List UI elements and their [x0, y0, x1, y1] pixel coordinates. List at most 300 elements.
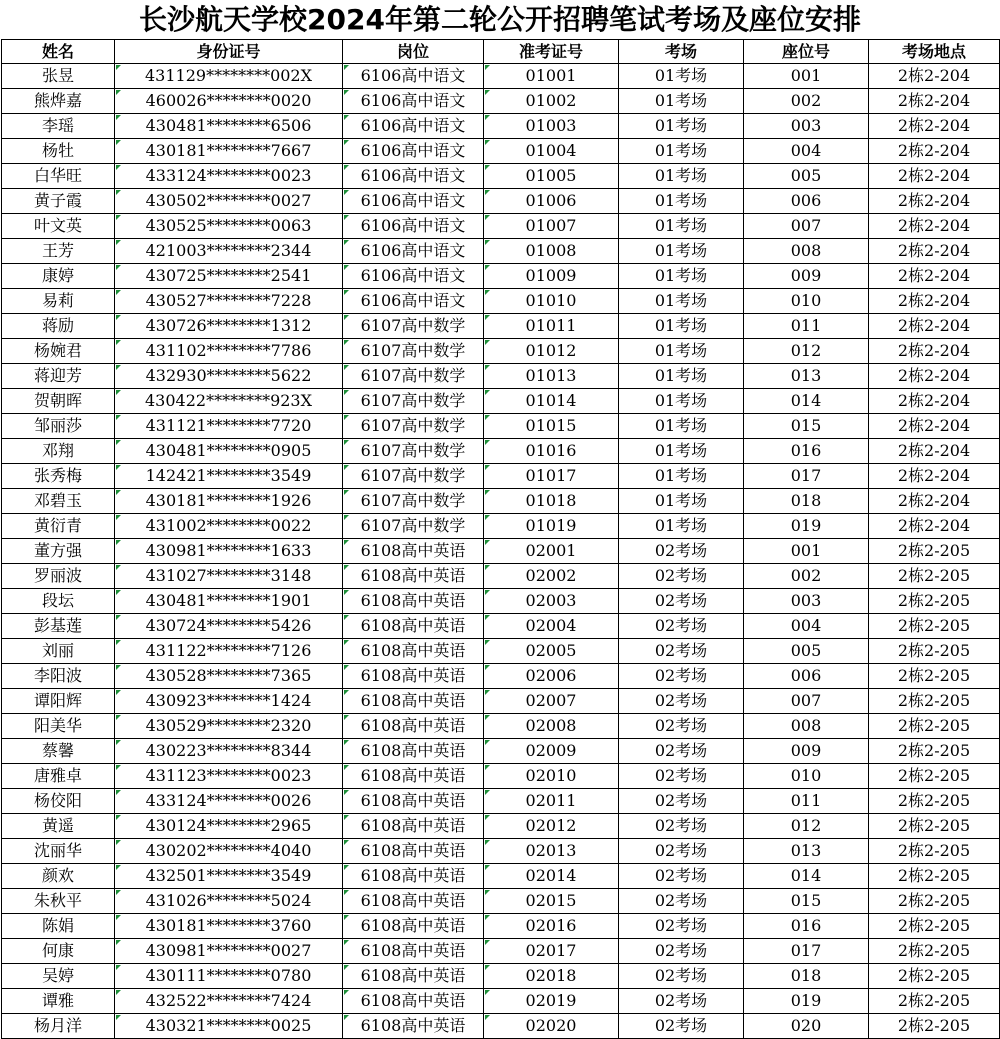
- cell-position[interactable]: 6107高中数学: [343, 389, 484, 414]
- cell-location[interactable]: 2栋2-205: [869, 939, 1000, 964]
- cell-location[interactable]: 2栋2-205: [869, 964, 1000, 989]
- cell-ticket-number[interactable]: 01005: [484, 164, 619, 189]
- cell-location[interactable]: 2栋2-204: [869, 339, 1000, 364]
- cell-position[interactable]: 6107高中数学: [343, 339, 484, 364]
- cell-seat-number[interactable]: 011: [744, 314, 869, 339]
- cell-id-number[interactable]: 430181********3760: [115, 914, 343, 939]
- cell-position[interactable]: 6107高中数学: [343, 514, 484, 539]
- cell-position[interactable]: 6108高中英语: [343, 664, 484, 689]
- cell-name[interactable]: 沈丽华: [2, 839, 115, 864]
- cell-exam-room[interactable]: 01考场: [619, 464, 744, 489]
- cell-location[interactable]: 2栋2-205: [869, 639, 1000, 664]
- cell-id-number[interactable]: 430725********2541: [115, 264, 343, 289]
- cell-seat-number[interactable]: 004: [744, 614, 869, 639]
- cell-seat-number[interactable]: 006: [744, 189, 869, 214]
- cell-position[interactable]: 6108高中英语: [343, 914, 484, 939]
- table-row: [2, 814, 1000, 839]
- cell-name[interactable]: 张秀梅: [2, 464, 115, 489]
- cell-id-number[interactable]: 430181********7667: [115, 139, 343, 164]
- cell-exam-room[interactable]: 01考场: [619, 164, 744, 189]
- cell-seat-number[interactable]: 002: [744, 564, 869, 589]
- cell-exam-room[interactable]: 02考场: [619, 789, 744, 814]
- cell-ticket-number[interactable]: 02016: [484, 914, 619, 939]
- cell-location[interactable]: 2栋2-205: [869, 914, 1000, 939]
- cell-ticket-number[interactable]: 01013: [484, 364, 619, 389]
- cell-location[interactable]: 2栋2-205: [869, 789, 1000, 814]
- column-header-id-number[interactable]: 身份证号: [115, 40, 343, 64]
- cell-ticket-number[interactable]: 01019: [484, 514, 619, 539]
- cell-location[interactable]: 2栋2-205: [869, 539, 1000, 564]
- cell-exam-room[interactable]: 02考场: [619, 1014, 744, 1039]
- cell-location[interactable]: 2栋2-205: [869, 889, 1000, 914]
- cell-ticket-number[interactable]: 02005: [484, 639, 619, 664]
- cell-exam-room[interactable]: 02考场: [619, 939, 744, 964]
- cell-location[interactable]: 2栋2-205: [869, 1014, 1000, 1039]
- cell-seat-number[interactable]: 014: [744, 864, 869, 889]
- cell-name[interactable]: 白华旺: [2, 164, 115, 189]
- cell-seat-number[interactable]: 016: [744, 439, 869, 464]
- cell-id-number[interactable]: 430724********5426: [115, 614, 343, 639]
- cell-exam-room[interactable]: 02考场: [619, 589, 744, 614]
- cell-ticket-number[interactable]: 01015: [484, 414, 619, 439]
- cell-seat-number[interactable]: 004: [744, 139, 869, 164]
- cell-name[interactable]: 刘丽: [2, 639, 115, 664]
- page-title: 长沙航天学校2024年第二轮公开招聘笔试考场及座位安排: [139, 3, 861, 36]
- cell-position[interactable]: 6106高中语文: [343, 139, 484, 164]
- cell-position[interactable]: 6108高中英语: [343, 764, 484, 789]
- column-header-position[interactable]: 岗位: [343, 40, 484, 64]
- cell-seat-number[interactable]: 013: [744, 364, 869, 389]
- cell-seat-number[interactable]: 007: [744, 214, 869, 239]
- cell-id-number[interactable]: 430981********0027: [115, 939, 343, 964]
- cell-seat-number[interactable]: 017: [744, 464, 869, 489]
- cell-id-number[interactable]: 430181********1926: [115, 489, 343, 514]
- cell-exam-room[interactable]: 01考场: [619, 489, 744, 514]
- cell-position[interactable]: 6108高中英语: [343, 789, 484, 814]
- cell-position[interactable]: 6108高中英语: [343, 539, 484, 564]
- cell-id-number[interactable]: 421003********2344: [115, 239, 343, 264]
- cell-id-number[interactable]: 431027********3148: [115, 564, 343, 589]
- cell-position[interactable]: 6108高中英语: [343, 864, 484, 889]
- cell-name[interactable]: 阳美华: [2, 714, 115, 739]
- cell-name[interactable]: 黄衍青: [2, 514, 115, 539]
- cell-location[interactable]: 2栋2-204: [869, 514, 1000, 539]
- cell-position[interactable]: 6107高中数学: [343, 364, 484, 389]
- cell-location[interactable]: 2栋2-204: [869, 364, 1000, 389]
- cell-id-number[interactable]: 430923********1424: [115, 689, 343, 714]
- cell-exam-room[interactable]: 02考场: [619, 639, 744, 664]
- cell-name[interactable]: 何康: [2, 939, 115, 964]
- cell-exam-room[interactable]: 01考场: [619, 214, 744, 239]
- cell-position[interactable]: 6107高中数学: [343, 489, 484, 514]
- cell-id-number[interactable]: 432522********7424: [115, 989, 343, 1014]
- cell-name[interactable]: 易莉: [2, 289, 115, 314]
- cell-exam-room[interactable]: 01考场: [619, 189, 744, 214]
- cell-ticket-number[interactable]: 02015: [484, 889, 619, 914]
- cell-exam-room[interactable]: 01考场: [619, 339, 744, 364]
- cell-name[interactable]: 黄子霞: [2, 189, 115, 214]
- cell-location[interactable]: 2栋2-205: [869, 814, 1000, 839]
- cell-location[interactable]: 2栋2-204: [869, 189, 1000, 214]
- cell-location[interactable]: 2栋2-204: [869, 464, 1000, 489]
- cell-name[interactable]: 张昱: [2, 64, 115, 89]
- cell-ticket-number[interactable]: 01014: [484, 389, 619, 414]
- cell-name[interactable]: 熊烨嘉: [2, 89, 115, 114]
- cell-position[interactable]: 6106高中语文: [343, 239, 484, 264]
- cell-id-number[interactable]: 430321********0025: [115, 1014, 343, 1039]
- cell-name[interactable]: 黄遥: [2, 814, 115, 839]
- cell-location[interactable]: 2栋2-205: [869, 564, 1000, 589]
- cell-exam-room[interactable]: 02考场: [619, 914, 744, 939]
- cell-seat-number[interactable]: 015: [744, 889, 869, 914]
- cell-name[interactable]: 罗丽波: [2, 564, 115, 589]
- cell-exam-room[interactable]: 02考场: [619, 739, 744, 764]
- cell-position[interactable]: 6106高中语文: [343, 114, 484, 139]
- cell-seat-number[interactable]: 005: [744, 164, 869, 189]
- cell-seat-number[interactable]: 014: [744, 389, 869, 414]
- cell-exam-room[interactable]: 02考场: [619, 889, 744, 914]
- cell-ticket-number[interactable]: 01001: [484, 64, 619, 89]
- cell-ticket-number[interactable]: 02018: [484, 964, 619, 989]
- cell-id-number[interactable]: 430481********1901: [115, 589, 343, 614]
- cell-exam-room[interactable]: 02考场: [619, 764, 744, 789]
- cell-seat-number[interactable]: 010: [744, 289, 869, 314]
- cell-seat-number[interactable]: 006: [744, 664, 869, 689]
- table-row: [2, 489, 1000, 514]
- cell-seat-number[interactable]: 018: [744, 964, 869, 989]
- cell-ticket-number[interactable]: 01018: [484, 489, 619, 514]
- cell-name[interactable]: 邓翔: [2, 439, 115, 464]
- cell-ticket-number[interactable]: 02013: [484, 839, 619, 864]
- cell-seat-number[interactable]: 002: [744, 89, 869, 114]
- cell-id-number[interactable]: 430223********8344: [115, 739, 343, 764]
- cell-name[interactable]: 蒋励: [2, 314, 115, 339]
- column-header-location[interactable]: 考场地点: [869, 40, 1000, 64]
- cell-id-number[interactable]: 433124********0023: [115, 164, 343, 189]
- cell-position[interactable]: 6106高中语文: [343, 89, 484, 114]
- cell-id-number[interactable]: 432501********3549: [115, 864, 343, 889]
- cell-id-number[interactable]: 430202********4040: [115, 839, 343, 864]
- cell-seat-number[interactable]: 003: [744, 114, 869, 139]
- cell-exam-room[interactable]: 02考场: [619, 664, 744, 689]
- cell-name[interactable]: 王芳: [2, 239, 115, 264]
- cell-name[interactable]: 康婷: [2, 264, 115, 289]
- cell-location[interactable]: 2栋2-205: [869, 689, 1000, 714]
- cell-location[interactable]: 2栋2-205: [869, 664, 1000, 689]
- cell-location[interactable]: 2栋2-205: [869, 839, 1000, 864]
- cell-name[interactable]: 蒋迎芳: [2, 364, 115, 389]
- cell-exam-room[interactable]: 01考场: [619, 114, 744, 139]
- cell-ticket-number[interactable]: 02001: [484, 539, 619, 564]
- cell-id-number[interactable]: 142421********3549: [115, 464, 343, 489]
- cell-id-number[interactable]: 433124********0026: [115, 789, 343, 814]
- cell-position[interactable]: 6108高中英语: [343, 839, 484, 864]
- cell-position[interactable]: 6107高中数学: [343, 464, 484, 489]
- cell-exam-room[interactable]: 02考场: [619, 839, 744, 864]
- cell-ticket-number[interactable]: 02002: [484, 564, 619, 589]
- cell-exam-room[interactable]: 02考场: [619, 864, 744, 889]
- cell-seat-number[interactable]: 012: [744, 814, 869, 839]
- cell-id-number[interactable]: 430726********1312: [115, 314, 343, 339]
- cell-seat-number[interactable]: 001: [744, 539, 869, 564]
- cell-name[interactable]: 朱秋平: [2, 889, 115, 914]
- cell-id-number[interactable]: 431122********7126: [115, 639, 343, 664]
- cell-exam-room[interactable]: 01考场: [619, 139, 744, 164]
- cell-location[interactable]: 2栋2-204: [869, 389, 1000, 414]
- cell-name[interactable]: 杨月洋: [2, 1014, 115, 1039]
- cell-name[interactable]: 彭基莲: [2, 614, 115, 639]
- cell-position[interactable]: 6107高中数学: [343, 414, 484, 439]
- cell-position[interactable]: 6108高中英语: [343, 814, 484, 839]
- cell-seat-number[interactable]: 007: [744, 689, 869, 714]
- column-header-seat-number[interactable]: 座位号: [744, 40, 869, 64]
- cell-name[interactable]: 杨婉君: [2, 339, 115, 364]
- cell-exam-room[interactable]: 01考场: [619, 389, 744, 414]
- cell-id-number[interactable]: 431123********0023: [115, 764, 343, 789]
- cell-position[interactable]: 6108高中英语: [343, 639, 484, 664]
- table-row: [2, 89, 1000, 114]
- cell-exam-room[interactable]: 01考场: [619, 64, 744, 89]
- cell-position[interactable]: 6106高中语文: [343, 64, 484, 89]
- cell-name[interactable]: 颜欢: [2, 864, 115, 889]
- cell-ticket-number[interactable]: 01003: [484, 114, 619, 139]
- cell-id-number[interactable]: 430981********1633: [115, 539, 343, 564]
- cell-seat-number[interactable]: 013: [744, 839, 869, 864]
- cell-seat-number[interactable]: 017: [744, 939, 869, 964]
- cell-location[interactable]: 2栋2-204: [869, 314, 1000, 339]
- cell-exam-room[interactable]: 02考场: [619, 989, 744, 1014]
- cell-seat-number[interactable]: 009: [744, 739, 869, 764]
- cell-seat-number[interactable]: 001: [744, 64, 869, 89]
- cell-location[interactable]: 2栋2-204: [869, 139, 1000, 164]
- cell-seat-number[interactable]: 019: [744, 514, 869, 539]
- table-row: [2, 639, 1000, 664]
- cell-location[interactable]: 2栋2-204: [869, 114, 1000, 139]
- table-row: [2, 439, 1000, 464]
- cell-position[interactable]: 6108高中英语: [343, 689, 484, 714]
- cell-name[interactable]: 段坛: [2, 589, 115, 614]
- cell-id-number[interactable]: 430502********0027: [115, 189, 343, 214]
- cell-location[interactable]: 2栋2-205: [869, 714, 1000, 739]
- table-row: [2, 664, 1000, 689]
- cell-exam-room[interactable]: 02考场: [619, 964, 744, 989]
- cell-seat-number[interactable]: 008: [744, 239, 869, 264]
- cell-location[interactable]: 2栋2-204: [869, 64, 1000, 89]
- cell-seat-number[interactable]: 012: [744, 339, 869, 364]
- cell-position[interactable]: 6108高中英语: [343, 739, 484, 764]
- cell-seat-number[interactable]: 005: [744, 639, 869, 664]
- table-row: [2, 914, 1000, 939]
- cell-id-number[interactable]: 431002********0022: [115, 514, 343, 539]
- cell-ticket-number[interactable]: 02011: [484, 789, 619, 814]
- cell-id-number[interactable]: 430422********923X: [115, 389, 343, 414]
- cell-name[interactable]: 杨牡: [2, 139, 115, 164]
- cell-exam-room[interactable]: 01考场: [619, 514, 744, 539]
- cell-exam-room[interactable]: 01考场: [619, 264, 744, 289]
- cell-id-number[interactable]: 430529********2320: [115, 714, 343, 739]
- cell-ticket-number[interactable]: 01009: [484, 264, 619, 289]
- cell-id-number[interactable]: 430528********7365: [115, 664, 343, 689]
- cell-ticket-number[interactable]: 01002: [484, 89, 619, 114]
- cell-position[interactable]: 6107高中数学: [343, 314, 484, 339]
- cell-ticket-number[interactable]: 01017: [484, 464, 619, 489]
- table-row: [2, 714, 1000, 739]
- cell-exam-room[interactable]: 02考场: [619, 564, 744, 589]
- cell-exam-room[interactable]: 02考场: [619, 814, 744, 839]
- cell-id-number[interactable]: 430124********2965: [115, 814, 343, 839]
- cell-position[interactable]: 6106高中语文: [343, 189, 484, 214]
- cell-exam-room[interactable]: 02考场: [619, 614, 744, 639]
- cell-name[interactable]: 陈娟: [2, 914, 115, 939]
- cell-ticket-number[interactable]: 02004: [484, 614, 619, 639]
- cell-exam-room[interactable]: 01考场: [619, 414, 744, 439]
- cell-id-number[interactable]: 430527********7228: [115, 289, 343, 314]
- table-row: [2, 889, 1000, 914]
- cell-seat-number[interactable]: 003: [744, 589, 869, 614]
- table-row: [2, 264, 1000, 289]
- cell-ticket-number[interactable]: 02010: [484, 764, 619, 789]
- cell-seat-number[interactable]: 015: [744, 414, 869, 439]
- cell-id-number[interactable]: 430481********6506: [115, 114, 343, 139]
- cell-ticket-number[interactable]: 01004: [484, 139, 619, 164]
- cell-exam-room[interactable]: 01考场: [619, 439, 744, 464]
- cell-id-number[interactable]: 430111********0780: [115, 964, 343, 989]
- cell-ticket-number[interactable]: 02007: [484, 689, 619, 714]
- cell-name[interactable]: 贺朝晖: [2, 389, 115, 414]
- cell-position[interactable]: 6108高中英语: [343, 714, 484, 739]
- cell-exam-room[interactable]: 02考场: [619, 714, 744, 739]
- cell-position[interactable]: 6108高中英语: [343, 964, 484, 989]
- cell-ticket-number[interactable]: 01012: [484, 339, 619, 364]
- cell-location[interactable]: 2栋2-204: [869, 489, 1000, 514]
- cell-location[interactable]: 2栋2-204: [869, 239, 1000, 264]
- cell-ticket-number[interactable]: 01007: [484, 214, 619, 239]
- table-row: [2, 689, 1000, 714]
- cell-ticket-number[interactable]: 02008: [484, 714, 619, 739]
- cell-name[interactable]: 吴婷: [2, 964, 115, 989]
- cell-exam-room[interactable]: 01考场: [619, 239, 744, 264]
- cell-seat-number[interactable]: 010: [744, 764, 869, 789]
- cell-location[interactable]: 2栋2-204: [869, 89, 1000, 114]
- cell-id-number[interactable]: 431026********5024: [115, 889, 343, 914]
- cell-exam-room[interactable]: 02考场: [619, 689, 744, 714]
- cell-position[interactable]: 6108高中英语: [343, 589, 484, 614]
- cell-id-number[interactable]: 431102********7786: [115, 339, 343, 364]
- cell-id-number[interactable]: 432930********5622: [115, 364, 343, 389]
- cell-ticket-number[interactable]: 02017: [484, 939, 619, 964]
- cell-position[interactable]: 6108高中英语: [343, 939, 484, 964]
- table-row: [2, 839, 1000, 864]
- cell-name[interactable]: 唐雅卓: [2, 764, 115, 789]
- cell-position[interactable]: 6108高中英语: [343, 989, 484, 1014]
- column-header-exam-room[interactable]: 考场: [619, 40, 744, 64]
- cell-location[interactable]: 2栋2-204: [869, 164, 1000, 189]
- cell-ticket-number[interactable]: 02020: [484, 1014, 619, 1039]
- cell-position[interactable]: 6108高中英语: [343, 614, 484, 639]
- cell-location[interactable]: 2栋2-204: [869, 289, 1000, 314]
- cell-name[interactable]: 邓碧玉: [2, 489, 115, 514]
- cell-seat-number[interactable]: 016: [744, 914, 869, 939]
- cell-id-number[interactable]: 431121********7720: [115, 414, 343, 439]
- cell-exam-room[interactable]: 01考场: [619, 289, 744, 314]
- cell-seat-number[interactable]: 011: [744, 789, 869, 814]
- cell-location[interactable]: 2栋2-205: [869, 739, 1000, 764]
- cell-ticket-number[interactable]: 01010: [484, 289, 619, 314]
- column-header-ticket-number[interactable]: 准考证号: [484, 40, 619, 64]
- cell-exam-room[interactable]: 02考场: [619, 539, 744, 564]
- table-row: [2, 514, 1000, 539]
- cell-id-number[interactable]: 460026********0020: [115, 89, 343, 114]
- cell-location[interactable]: 2栋2-205: [869, 764, 1000, 789]
- cell-name[interactable]: 董方强: [2, 539, 115, 564]
- cell-name[interactable]: 杨佼阳: [2, 789, 115, 814]
- table-row: [2, 289, 1000, 314]
- cell-id-number[interactable]: 430481********0905: [115, 439, 343, 464]
- cell-ticket-number[interactable]: 02019: [484, 989, 619, 1014]
- seating-table: [1, 39, 1000, 1039]
- cell-seat-number[interactable]: 019: [744, 989, 869, 1014]
- cell-position[interactable]: 6108高中英语: [343, 564, 484, 589]
- cell-location[interactable]: 2栋2-204: [869, 414, 1000, 439]
- cell-position[interactable]: 6106高中语文: [343, 164, 484, 189]
- cell-name[interactable]: 邹丽莎: [2, 414, 115, 439]
- cell-ticket-number[interactable]: 02014: [484, 864, 619, 889]
- cell-location[interactable]: 2栋2-205: [869, 989, 1000, 1014]
- cell-exam-room[interactable]: 01考场: [619, 314, 744, 339]
- cell-exam-room[interactable]: 01考场: [619, 89, 744, 114]
- cell-id-number[interactable]: 431129********002X: [115, 64, 343, 89]
- cell-seat-number[interactable]: 020: [744, 1014, 869, 1039]
- column-header-name[interactable]: 姓名: [2, 40, 115, 64]
- cell-location[interactable]: 2栋2-204: [869, 214, 1000, 239]
- cell-ticket-number[interactable]: 02006: [484, 664, 619, 689]
- cell-seat-number[interactable]: 018: [744, 489, 869, 514]
- cell-location[interactable]: 2栋2-205: [869, 589, 1000, 614]
- cell-name[interactable]: 李瑶: [2, 114, 115, 139]
- cell-position[interactable]: 6106高中语文: [343, 264, 484, 289]
- cell-name[interactable]: 蔡馨: [2, 739, 115, 764]
- table-row: [2, 364, 1000, 389]
- cell-position[interactable]: 6108高中英语: [343, 1014, 484, 1039]
- cell-name[interactable]: 谭阳辉: [2, 689, 115, 714]
- cell-position[interactable]: 6107高中数学: [343, 439, 484, 464]
- cell-ticket-number[interactable]: 01016: [484, 439, 619, 464]
- cell-seat-number[interactable]: 009: [744, 264, 869, 289]
- table-row: [2, 339, 1000, 364]
- cell-ticket-number[interactable]: 02003: [484, 589, 619, 614]
- cell-position[interactable]: 6108高中英语: [343, 889, 484, 914]
- cell-name[interactable]: 李阳波: [2, 664, 115, 689]
- cell-location[interactable]: 2栋2-205: [869, 614, 1000, 639]
- cell-name[interactable]: 叶文英: [2, 214, 115, 239]
- cell-ticket-number[interactable]: 01011: [484, 314, 619, 339]
- cell-ticket-number[interactable]: 01008: [484, 239, 619, 264]
- cell-position[interactable]: 6106高中语文: [343, 214, 484, 239]
- cell-position[interactable]: 6106高中语文: [343, 289, 484, 314]
- cell-ticket-number[interactable]: 01006: [484, 189, 619, 214]
- cell-location[interactable]: 2栋2-204: [869, 439, 1000, 464]
- table-row: [2, 989, 1000, 1014]
- cell-name[interactable]: 谭雅: [2, 989, 115, 1014]
- cell-ticket-number[interactable]: 02012: [484, 814, 619, 839]
- cell-id-number[interactable]: 430525********0063: [115, 214, 343, 239]
- table-row: [2, 564, 1000, 589]
- cell-exam-room[interactable]: 01考场: [619, 364, 744, 389]
- cell-seat-number[interactable]: 008: [744, 714, 869, 739]
- cell-location[interactable]: 2栋2-205: [869, 864, 1000, 889]
- cell-location[interactable]: 2栋2-204: [869, 264, 1000, 289]
- cell-ticket-number[interactable]: 02009: [484, 739, 619, 764]
